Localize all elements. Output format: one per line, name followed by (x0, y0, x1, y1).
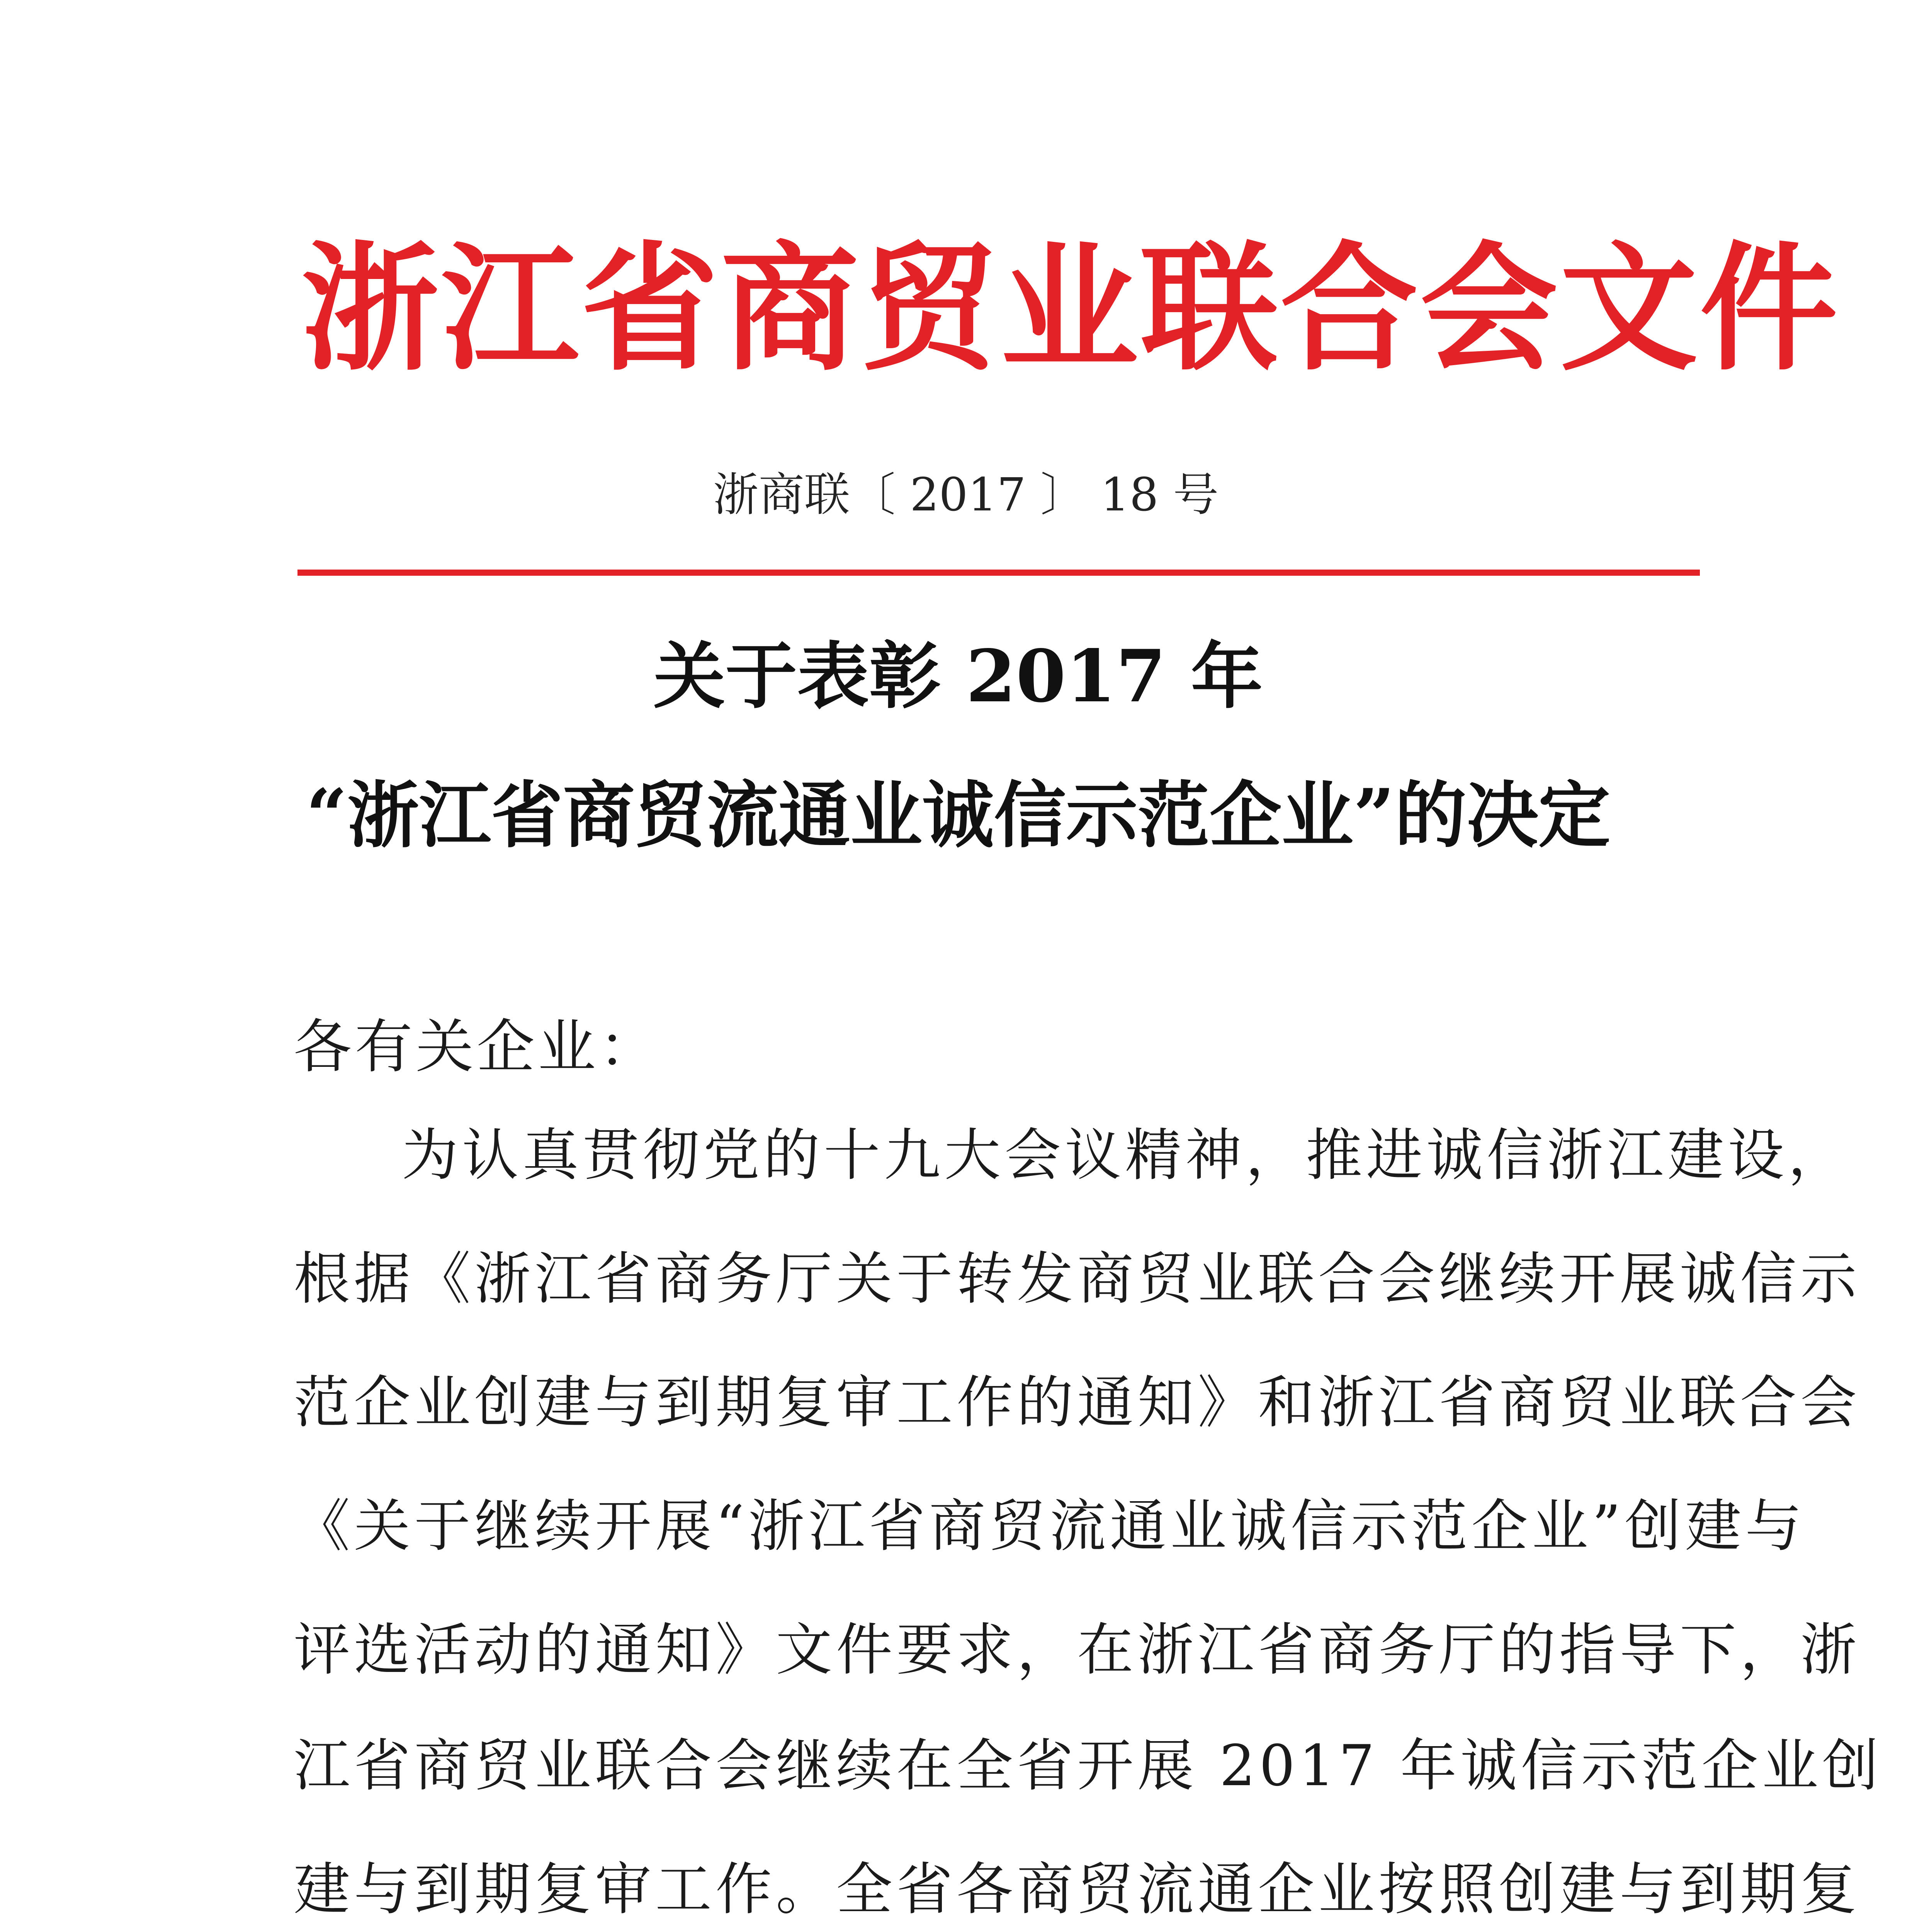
decision-title-line-2: “浙江省商贸流通业诚信示范企业”的决定 (306, 773, 1610, 857)
body-line: 建与到期复审工作。全省各商贸流通企业按照创建与到期复 (294, 1857, 1861, 1922)
body-line: 评选活动的通知》文件要求，在浙江省商务厅的指导下，浙 (294, 1617, 1861, 1683)
decision-title-line-1: 关于表彰 2017 年 (653, 634, 1263, 718)
body-line: 为认真贯彻党的十九大会议精神，推进诚信浙江建设， (402, 1122, 1848, 1188)
body-line: 根据《浙江省商务厅关于转发商贸业联合会继续开展诚信示 (294, 1246, 1861, 1312)
body-line: 江省商贸业联合会继续在全省开展 2017 年诚信示范企业创 (294, 1733, 1883, 1799)
red-divider-line (297, 570, 1700, 576)
salutation: 各有关企业： (294, 1014, 660, 1081)
body-line: 范企业创建与到期复审工作的通知》和浙江省商贸业联合会 (294, 1370, 1861, 1435)
issuing-authority-title: 浙江省商贸业联合会文件 (301, 229, 1840, 389)
document-number: 浙商联〔 2017 〕 18 号 (713, 468, 1219, 521)
body-line: 《关于继续开展“浙江省商贸流通业诚信示范企业”创建与 (294, 1493, 1806, 1559)
